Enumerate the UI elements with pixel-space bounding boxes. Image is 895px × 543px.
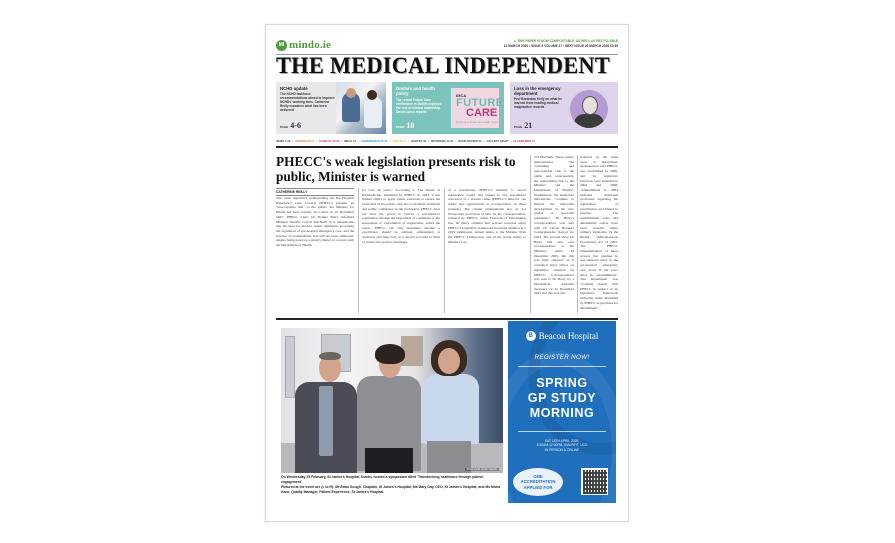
person-skirt <box>365 448 413 473</box>
nav-separator: • <box>455 139 457 143</box>
column-divider <box>577 155 578 313</box>
promo-loss-emergency[interactable] <box>510 82 618 134</box>
issue-info <box>504 39 618 48</box>
person-hair <box>375 344 405 364</box>
ad-divider <box>518 431 606 432</box>
eco-note-text: THIS PAPER IS NOW COMPOSTABLE, AS WELL AS RECYCLABLE <box>517 39 618 43</box>
nav-separator: • <box>341 139 343 143</box>
nav-label: CLINICAL <box>319 139 332 143</box>
nav-label: LIFE <box>392 139 399 143</box>
promo-page <box>396 121 414 130</box>
logo-badge-icon: MI <box>276 40 287 51</box>
beacon-hospital-ad[interactable] <box>508 321 616 503</box>
promo-nchd-update[interactable] <box>276 82 386 134</box>
cme-line-1: CME <box>533 474 543 480</box>
fc-org: IMCA <box>456 92 467 98</box>
page-label: PAGE <box>514 125 523 129</box>
fc-word-future: FUTURE <box>456 96 504 109</box>
page-number: 4-6 <box>290 121 301 130</box>
portrait-photo <box>570 90 608 128</box>
nav-label: OPINION <box>295 139 307 143</box>
article-column-1: The weak legislative underpinning the Pre-Hospital Emergency Care Council (PHECC) presents an "unacceptable risk" to the public, the Minister for Health has been warned. In a letter on 10 December 2025, PHECC Chair Dr Donnie Barry informed Minister Jennifer Carroll MacNeill "it is inexplicable that the need for modern robust legislation governing the regulation of pre-hospital emergency care, and the practice of paramedicine, has still not been addressed, despite being noted as a priority matter of concern with the Department of Health <box>276 196 354 248</box>
nav-label: CLASSIFIEDS <box>513 139 532 143</box>
qr-pattern <box>583 470 607 494</box>
nav-pages: 40-41 <box>446 139 454 143</box>
mindo-logo[interactable] <box>276 39 331 51</box>
nav-label: NEWS <box>276 139 285 143</box>
lead-headline[interactable]: PHECC's weak legislation presents risk to public, Minister is warned <box>276 154 516 184</box>
nav-clinical[interactable] <box>319 140 339 143</box>
page-number: 21 <box>524 121 533 130</box>
future-care-card <box>451 88 504 128</box>
person-hair <box>319 352 341 360</box>
person-shirt <box>319 386 333 456</box>
article-column-4: roll MacNeill. These clearly demonstrated "the continuing and unacceptable risk to the public and, consequently, the reputational risk to the Minister and the Department of Health". Furthermore, the legislative deficiencies "continue to impede the important development of the new grades of specialist paramedic". Dr Barry's correspondence was sent with Dr Cliona Boland's Comprehensive Report for 2024. The records show Dr Barry had also sent correspondence to the Minister, dated 18 December 2025, but this was fully redacted as it contained legal advice on legislative situation by PHECC. Correspondence was sent to Dr Barry by a Department Assistant Secretary on 22 December 2025 and this was also <box>534 155 574 296</box>
nav-separator: • <box>483 139 485 143</box>
cme-line-3: APPLIED FOR <box>523 484 553 490</box>
ad-time-venue: 8:30AM-12:30PM, SMURFIT, UCD <box>536 443 588 448</box>
article-column-3: of a practitioner. PHECC's inability to cancel registration would also extend to any practitioner convicted of a serious crime (PHECC's Director can refuse new registrations or re-registration on these grounds). The current arrangements also do not incorporate protection of title. In his correspondence, released by PHECC under Freedom of Information law, Dr Barry outlined that serious concerns about PHECC's legislative framework had been detailed in a 2019 submission, annual letters to the Minister from the PHECC Chairperson, and in his recent letters to Minister Car- <box>448 188 526 244</box>
person-head <box>438 348 460 374</box>
nav-separator: • <box>292 139 294 143</box>
nav-gallery-night[interactable] <box>486 139 512 143</box>
issue-line: 12 MARCH 2026 • ISSUE 5 VOLUME 17 • NEXT ISSUE 26 MARCH 2026 €5.95 <box>503 43 618 48</box>
portrait-body <box>574 114 604 128</box>
ad-date: SAT 18TH APRIL 2026, <box>544 439 580 443</box>
promo-strip <box>276 82 618 134</box>
qr-code-icon[interactable] <box>581 468 608 495</box>
newspaper-front-page <box>265 24 629 522</box>
nurse-figure <box>364 96 382 128</box>
nav-pages: 32-36 <box>380 139 388 143</box>
masthead-top <box>276 39 618 53</box>
nav-label: CONFERENCE <box>360 139 380 143</box>
nav-pages: 39 <box>423 139 427 143</box>
promo-body: The recent Future Care conference in Dublin explored the role of clinical leadership. David Lynch reports <box>396 98 442 115</box>
fc-tagline: Defining a doctor-led health future <box>456 119 499 124</box>
eco-note: ♨ THIS PAPER IS NOW COMPOSTABLE, AS WELL AS RECYCLABLE <box>513 39 618 43</box>
nav-pages: 42 <box>478 139 482 143</box>
masthead-title: THE MEDICAL INDEPENDENT <box>276 53 610 78</box>
nav-pages: 20-21 <box>307 139 315 143</box>
ad-title <box>508 376 616 421</box>
nav-pages: 25-30 <box>332 139 340 143</box>
nav-separator: • <box>358 139 359 143</box>
photo-credit: Photo credit: Justin Farrelly <box>466 468 497 471</box>
person-body <box>423 374 479 444</box>
promo-heading: Doctors and health policy <box>396 86 435 96</box>
portrait-head <box>582 96 598 115</box>
promo-doctors-health-policy[interactable] <box>392 82 504 134</box>
cme-line-2: ACCREDITATION <box>520 479 556 485</box>
byline: CATHERINE REILLY <box>276 188 354 196</box>
nav-pages: 31 <box>353 139 356 143</box>
wall-poster <box>285 336 295 398</box>
nav-label: GALLERY NIGHT <box>486 139 509 143</box>
nav-pages: 47 <box>531 139 535 143</box>
nav-label: MOTORING <box>431 139 446 143</box>
nav-pages: 38-41 <box>398 139 406 143</box>
promo-page <box>280 121 301 130</box>
nav-separator: • <box>389 139 391 143</box>
nav-label: BOOK REVIEW <box>458 139 478 143</box>
beacon-logo-icon: B <box>526 331 536 341</box>
cme-badge <box>513 468 563 496</box>
nav-book-review[interactable] <box>458 140 481 143</box>
ad-title-line-1: SPRING <box>536 376 588 390</box>
nav-separator: • <box>407 139 409 143</box>
fc-word-care: CARE <box>466 106 498 119</box>
promo-page <box>514 121 532 130</box>
promo-heading: Loss in the emergency department <box>514 86 561 96</box>
ad-register-now[interactable]: REGISTER NOW! <box>534 354 590 361</box>
photo-caption <box>281 475 503 495</box>
page-number: 10 <box>406 121 415 130</box>
article-column-2: for over 20 years." According to The Future of Paramedicine, published by PHECC in 2024, it has limited ability to apply robust sanctions to ensure the protection of the public, and also to maintain standards and public confidence in the profession. PHECC does not have the power to restrict a practitioner's registration through the imposition of conditions or the suspension or cancellation of registration, stated the report. PHECC can only determine whether a practitioner should be advised, admonished or censured, and must rely on a service provider to limit or restrict the practice privileges <box>362 188 440 244</box>
nav-life[interactable] <box>392 140 405 143</box>
nav-imojs[interactable] <box>344 140 356 143</box>
nurse-head <box>367 90 377 100</box>
section-rule <box>276 318 618 320</box>
nav-opinion[interactable] <box>295 140 314 143</box>
nav-motoring[interactable] <box>431 140 453 143</box>
ad-title-line-3: MORNING <box>529 406 595 420</box>
logo-text: mindo.ie <box>289 39 332 51</box>
ad-brand <box>508 331 616 341</box>
nav-separator: • <box>428 139 430 143</box>
ad-brand-name: Beacon Hospital <box>538 331 599 341</box>
person-left <box>295 350 357 473</box>
nav-rule <box>276 146 618 148</box>
ad-divider <box>518 366 606 367</box>
nurse-head <box>346 88 356 98</box>
nav-separator: • <box>316 139 318 143</box>
person-middle <box>357 338 423 473</box>
article-column-5: redacted on the same basis. A Department spokesperson said PHECC was established in 2000, and its legislative functions were amended in 2004 and 2008. "Amendments to 2004 included additional provisions regarding the registration of practitioners and fitness to practise. The establishment order and amendment orders have been brought under primary legislation by the Health (Miscellaneous Provisions) Act of 2007. The PHECC implementation of these powers has resulted in non-statutory entry in the pre-hospital emergency care sector in the years since its establishment." The Department was "working closely with PHECC in respect of its legislative framework including items identified by PHECC as priorities for amendment". <box>580 155 618 310</box>
nav-separator: • <box>510 139 512 143</box>
nav-classifieds[interactable] <box>513 140 535 143</box>
column-divider <box>358 188 359 313</box>
ad-title-line-2: GP STUDY <box>527 391 597 405</box>
page-label: PAGE <box>280 125 289 129</box>
nav-label: IMOJs <box>344 139 353 143</box>
nav-conference[interactable] <box>361 140 387 143</box>
nurses-photo <box>336 82 386 134</box>
nav-news[interactable] <box>276 140 290 143</box>
column-divider <box>530 155 531 313</box>
ad-format: IN PERSON & ONLINE <box>544 447 580 452</box>
event-photo <box>281 328 503 473</box>
nav-quizzes[interactable] <box>411 140 426 143</box>
nav-label: QUIZZES <box>410 139 423 143</box>
nav-pages: 4-18 <box>284 139 291 143</box>
ad-event-details <box>508 439 616 452</box>
caption-line-2: Pictured at the event are (L to R): Mr Brian Gough, Chaplain, St James's Hospital; Ms Mary Day, CEO, St James's Hospital; and Ms Moira Kane, Quality Manager, Patient Experience, St James's Hospital. <box>281 485 501 494</box>
page-label: PAGE <box>396 125 405 129</box>
promo-body: Prof Breandan Kelly on what he learned from reading medical malpractice records <box>514 97 562 110</box>
section-nav <box>276 137 618 145</box>
caption-line-1: On Wednesday 25 February, St James's Hospital, Dublin, hosted a symposium titled 'Transforming healthcare through patient engagement'. <box>281 475 484 484</box>
column-divider <box>444 188 445 313</box>
promo-body: The NCHD taskforce recommendations aimed to improve NCHDs' working lives. Catherine Reilly examines what has been delivered <box>280 92 335 113</box>
promo-heading: NCHD update <box>280 86 308 91</box>
person-right <box>423 336 485 473</box>
